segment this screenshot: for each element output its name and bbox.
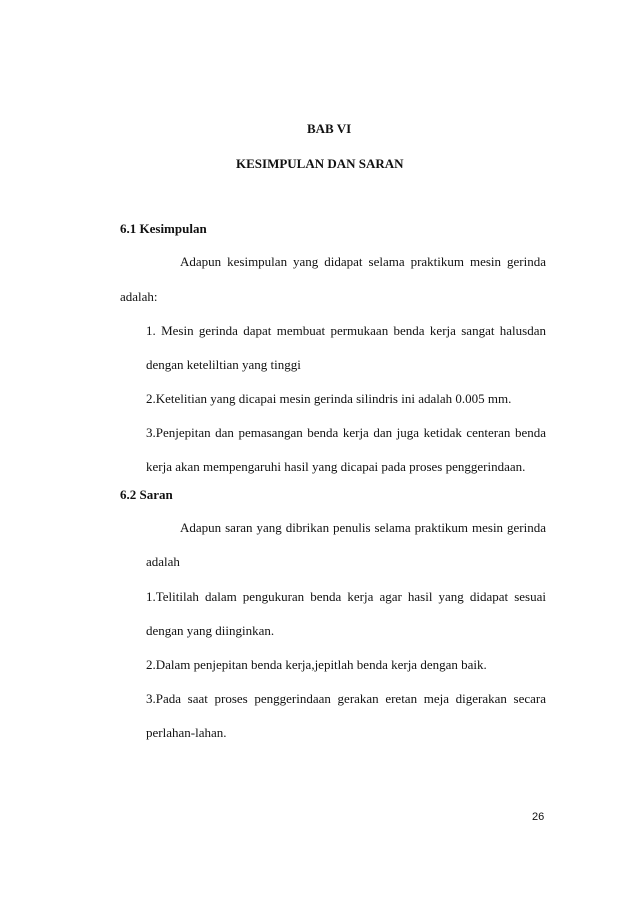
saran-item-3-line1: 3.Pada saat proses penggerindaan gerakan eretan meja digerakan secara bbox=[146, 691, 546, 706]
saran-item-2: 2.Dalam penjepitan benda kerja,jepitlah benda kerja dengan baik. bbox=[146, 657, 487, 672]
saran-item-1-line1: 1.Telitilah dalam pengukuran benda kerja agar hasil yang didapat sesuai bbox=[146, 589, 546, 604]
section-heading-saran: 6.2 Saran bbox=[120, 487, 173, 502]
saran-intro-line2: adalah bbox=[146, 554, 180, 569]
saran-item-1-line2: dengan yang diinginkan. bbox=[146, 623, 275, 638]
kesimpulan-item-2: 2.Ketelitian yang dicapai mesin gerinda silindris ini adalah 0.005 mm. bbox=[146, 391, 512, 406]
kesimpulan-intro-line2: adalah: bbox=[120, 289, 158, 304]
kesimpulan-item-1-line2: dengan keteliltian yang tinggi bbox=[146, 357, 301, 372]
kesimpulan-item-1-line1: 1. Mesin gerinda dapat membuat permukaan benda kerja sangat halusdan bbox=[146, 323, 546, 338]
kesimpulan-item-3-line2: kerja akan mempengaruhi hasil yang dicapai pada proses penggerindaan. bbox=[146, 459, 526, 474]
chapter-title: KESIMPULAN DAN SARAN bbox=[236, 156, 404, 171]
chapter-number: BAB VI bbox=[307, 121, 352, 136]
page-number: 26 bbox=[532, 811, 545, 823]
section-heading-kesimpulan: 6.1 Kesimpulan bbox=[120, 221, 207, 236]
saran-item-3-line2: perlahan-lahan. bbox=[146, 725, 227, 740]
kesimpulan-intro-line1: Adapun kesimpulan yang didapat selama praktikum mesin gerinda bbox=[180, 254, 546, 269]
kesimpulan-item-3-line1: 3.Penjepitan dan pemasangan benda kerja dan juga ketidak centeran benda bbox=[146, 425, 546, 440]
saran-intro-line1: Adapun saran yang dibrikan penulis selama praktikum mesin gerinda bbox=[180, 520, 546, 535]
